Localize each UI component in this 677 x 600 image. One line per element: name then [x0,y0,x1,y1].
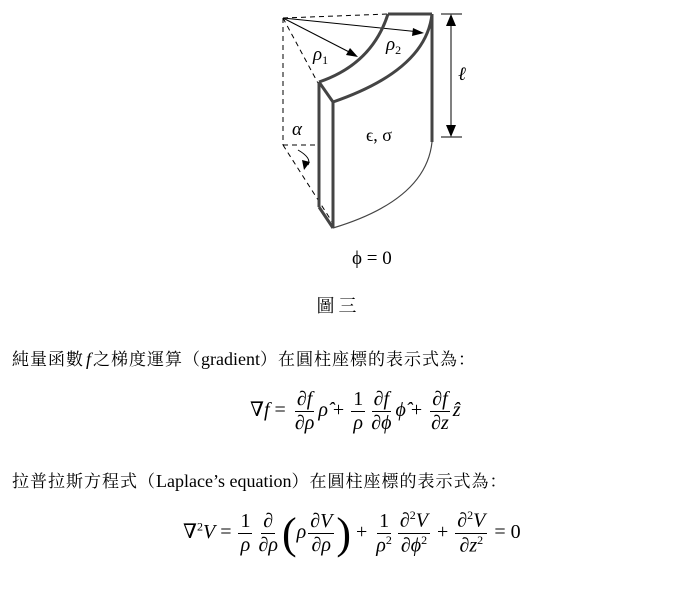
material-label: ϵ, σ [366,125,392,145]
dashed-phi-line [283,145,336,228]
figure-caption: 圖三 [316,296,361,317]
gradient-intro-middle: 之梯度運算（ [93,350,202,370]
gradient-intro [12,345,476,370]
alpha-label: α [292,119,302,140]
gradient-term: gradient [201,349,260,369]
laplace-intro [12,467,507,492]
laplace-equation: ∇$^2$V = $\frac{1}{\rho}$ $\frac{\partial}{\partial\rho}$ (ρ $\frac{\partial V}{\partial\rho}$ ) + $\frac{1}{\rho^2}$ $\frac{\partial^2V}{\partial\phi^2}$ + $\frac{\partial^2V}{\partial z^2}$ = 0 [183,508,521,558]
length-label: ℓ [458,64,466,85]
gradient-intro-after: ）在圓柱座標的表示式為： [260,350,476,370]
length-arrowhead-top [446,14,456,26]
gradient-equation: ∇f = $\frac{\partial f}{\partial\rho}$ ρ̂ + $\frac{1}{\rho}$ $\frac{\partial f}{\partial\phi}$ ϕ̂ + $\frac{\partial f}{\partial z}$ ẑ [250,388,461,434]
phi-zero-label: ϕ = 0 [352,248,392,269]
laplace-intro-before: 拉普拉斯方程式（ [12,472,156,492]
laplace-term: Laplace’s equation [156,471,292,491]
length-arrowhead-bottom [446,125,456,137]
inner-arc-top [319,14,388,82]
front-bottom-edge [319,207,333,228]
rho2-arrowhead [412,28,424,36]
rho2-label: $\rho_2$ [386,34,402,57]
function-f: f [86,349,92,369]
gradient-intro-before: 純量函數 [12,350,84,370]
dashed-top-line [283,14,388,18]
rho1-label: $\rho_1$ [313,44,329,67]
front-top-edge [319,82,333,102]
laplace-intro-after: ）在圓柱座標的表示式為： [291,472,508,492]
rho1-arrowhead [346,48,358,57]
outer-arc-bottom [333,142,432,228]
rho2-arrow [283,18,420,32]
